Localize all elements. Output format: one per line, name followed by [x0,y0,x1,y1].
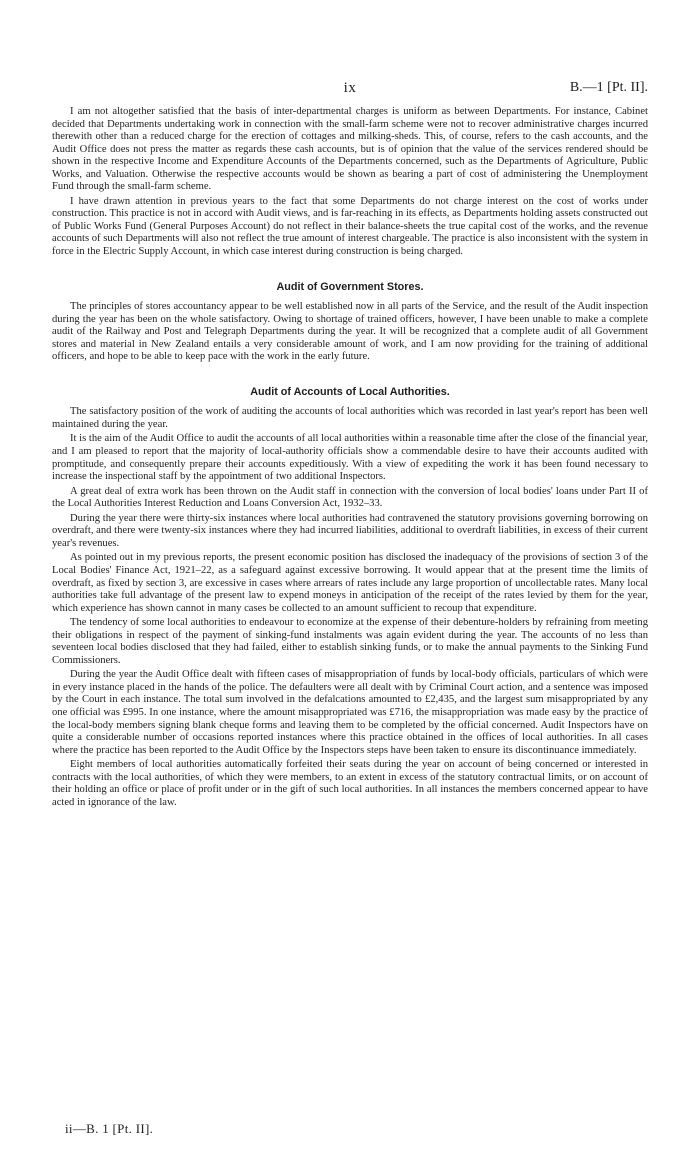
page-signature: ii—B. 1 [Pt. II]. [65,1121,154,1136]
section-heading-government-stores: Audit of Government Stores. [276,280,424,293]
paragraph-overdraft-contraventions: During the year there were thirty-six instances where local authorities had contravened the statutory provisions governing borrowing on overdraft, and there were twenty-six instances where they had incurred liabilities, additional to overdraft liabilities, in excess of their current year's revenues. [52,512,648,549]
paragraph-finance-act-inadequacy: As pointed out in my previous reports, the present economic position has disclosed the inadequacy of the provisions of section 3 of the Local Bodies' Finance Act, 1921–22, as a safeguard against excessive borrowing. It would appear that at the present time the limits of overdraft, as fixed by section 3, are excessive in cases where arrears of rates include any large proportion of uncollectable rates. Many local authorities take full advantage of the present law to expend moneys in anticipation of the receipt of the rates levied by them for the year, which experience has shown cannot in many cases be collected to an amount sufficient to recoup that expenditure. [52,552,648,614]
paragraph-misappropriation: During the year the Audit Office dealt with fifteen cases of misappropriation of funds by local-body officials, particulars of which were in every instance placed in the hands of the police. The defaulters were all dealt with by Criminal Court action, and a sentence was imposed by the Court in each instance. The total sum involved in the defalcations amounted to £2,435, and the largest sum misappropriated by any one official was £995. In one instance, where the amount misappropriated was £716, the misappropriation was made easy by the practice of the local-body members signing blank cheque forms and leaving them to be completed by the official concerned. Audit Inspectors have on quite a considerable number of occasions reported instances where this practice obtained in the offices of local authorities. In all cases where the practice has been reported to the Audit Office by the Inspectors steps have been taken to ensure its discontinuance immediately. [52,669,648,756]
paragraph-stores-accountancy: The principles of stores accountancy appear to be well established now in all parts of the Service, and the result of the Audit inspection during the year has been on the whole satisfactory. Owing to shortage of trained officers, however, I have been unable to make a complete audit of the Railway and Post and Telegraph Departments during the year. It will be recognized that a complete audit of all Government stores and material in New Zealand entails a very considerable amount of work, and I am now providing for the training of additional officers, and hope to be able to keep pace with the work in the early future. [52,301,648,363]
paragraph-interest-on-works: I have drawn attention in previous years to the fact that some Departments do not charge interest on the cost of works under construction. This practice is not in accord with Audit views, and is far-reaching in its effects, as Departments holding assets constructed out of Public Works Fund (General Purposes Account) do not reflect in their balance-sheets the true capital cost of the works, and the revenue accounts of such Departments will also not reflect the true amount of interest chargeable. The practice is also inconsistent with the system in force in the Electric Supply Account, in which case interest during construction is being charged. [52,195,648,258]
page-number: ix [343,80,357,96]
paragraph-satisfactory-position: The satisfactory position of the work of auditing the accounts of local authorities which was recorded in last year's report has been well maintained during the year. [52,406,648,430]
paragraph-forfeited-seats: Eight members of local authorities automatically forfeited their seats during the year on account of being concerned or interested in contracts with the local authorities, of which they were members, to an extent in excess of the statutory contractual limits, or on account of their holding an office or place of profit under or in the gift of such local authorities. In all instances the members concerned appear to have acted in ignorance of the law. [52,759,648,808]
document-body [52,106,648,811]
section-heading-local-authorities: Audit of Accounts of Local Authorities. [250,385,450,398]
paragraph-audit-aim: It is the aim of the Audit Office to audit the accounts of all local authorities within a reasonable time after the close of the financial year, and I am pleased to report that the majority of local-authority officials show a commendable desire to have their accounts audited with promptitude, and consequently prepare their accounts expeditiously. With a view of expediting the work it has been found necessary to increase the inspectional staff by the appointment of two additional Inspectors. [52,433,648,483]
paragraph-sinking-funds: The tendency of some local authorities to endeavour to economize at the expense of their debenture-holders by refraining from meeting their obligations in respect of the payment of sinking-fund instalments was again evident during the year. The accounts of no less than seventeen local bodies disclosed that they had failed, either to establish sinking funds, or to make the annual payments to the Sinking Fund Commissioners. [52,617,648,666]
page-header [52,80,648,100]
document-reference: B.—1 [Pt. II]. [569,80,648,95]
paragraph-interdepartmental-charges: I am not altogether satisfied that the basis of inter-departmental charges is uniform as between Departments. For instance, Cabinet decided that Departments undertaking work in connection with the small-farm scheme were not to recover administrative charges incurred therewith other than a reduced charge for the erection of cottages and milking-sheds. This, of course, refers to the cash accounts, and the Audit Office does not press the matter as regards these cash accounts, but is of opinion that the value of the services rendered should be shown in the respective Income and Expenditure Accounts of the Departments concerned, such as the Departments of Agriculture, Public Works, and Valuation. Otherwise the respective accounts would be shown as bearing a part of cost of administering the Unemployment Fund through the small-farm scheme. [52,106,648,193]
paragraph-loan-conversion: A great deal of extra work has been thrown on the Audit staff in connection with the conversion of local bodies' loans under Part II of the Local Authorities Interest Reduction and Loans Conversion Act, 1932–33. [52,485,648,510]
